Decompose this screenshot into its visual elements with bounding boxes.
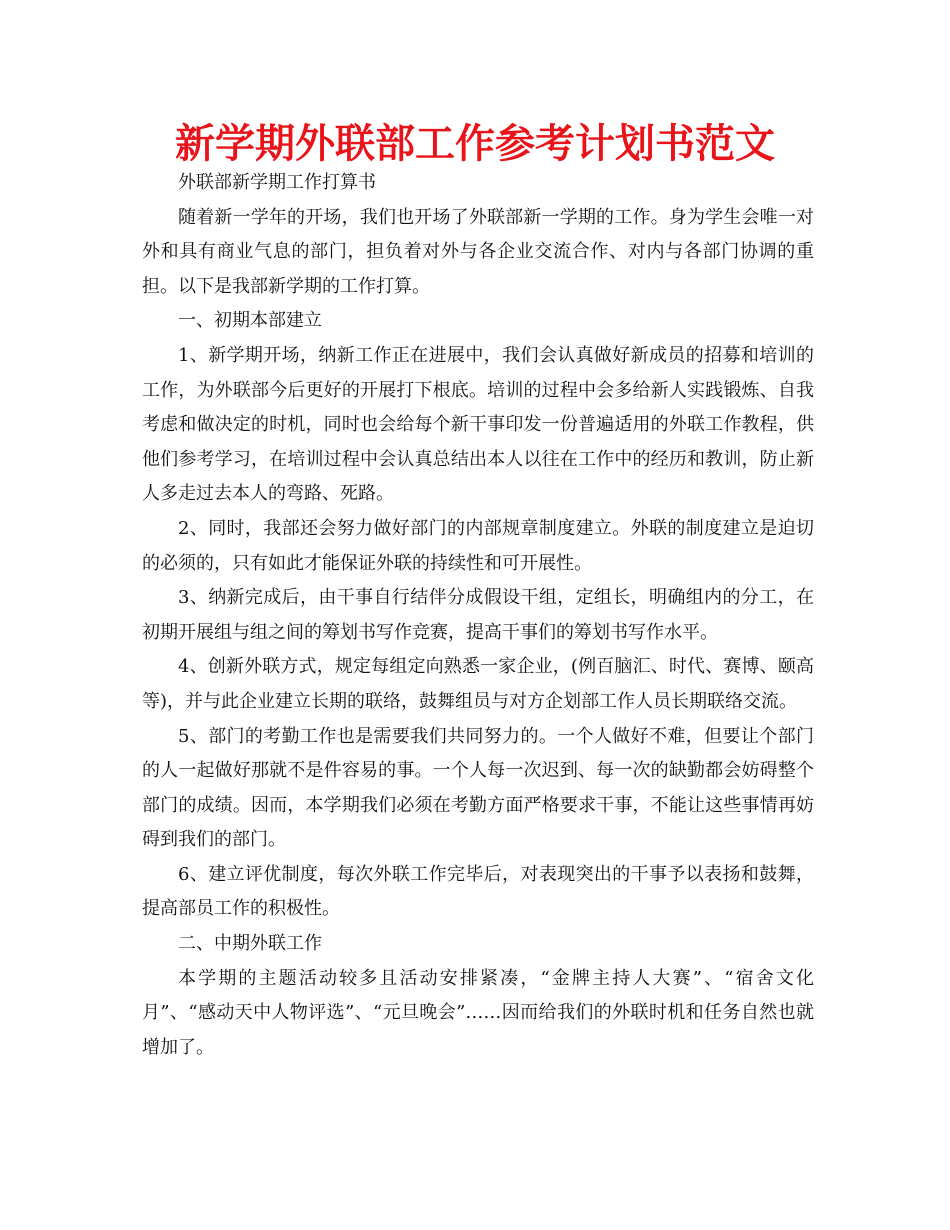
paragraph-midterm: 本学期的主题活动较多且活动安排紧凑，“金牌主持人大赛”、“宿舍文化月”、“感动天中人物评选”、“元旦晚会”……因而给我们的外联时机和任务自然也就增加了。: [142, 967, 814, 1058]
paragraph-item-4: 4、创新外联方式，规定每组定向熟悉一家企业，(例百脑汇、时代、赛博、颐高等)，并与此企业建立长期的联络，鼓舞组员与对方企划部工作人员长期联络交流。: [142, 656, 814, 712]
paragraph-item-6: 6、建立评优制度，每次外联工作完毕后，对表现突出的干事予以表扬和鼓舞，提高部员工作的积极性。: [142, 863, 814, 920]
section-heading-1: 一、初期本部建立: [178, 310, 322, 332]
section-heading-2: 二、中期外联工作: [178, 933, 322, 955]
paragraph-intro: 随着新一学年的开场，我们也开场了外联部新一学期的工作。身为学生会唯一对外和具有商业气息的部门，担负着对外与各企业交流合作、对内与各部门协调的重担。以下是我部新学期的工作打算。: [142, 206, 814, 297]
paragraph-subtitle: 外联部新学期工作打算书: [178, 172, 376, 193]
paragraph-item-5: 5、部门的考勤工作也是需要我们共同努力的。一个人做好不难，但要让个部门的人一起做好那就不是件容易的事。一个人每一次迟到、每一次的缺勤都会妨碍整个部门的成绩。因而，本学期我们必须在考勤方面严格要求干事，不能让这些事情再妨碍到我们的部门。: [142, 725, 814, 851]
paragraph-item-1: 1、新学期开场，纳新工作正在进展中，我们会认真做好新成员的招募和培训的工作，为外联部今后更好的开展打下根底。培训的过程中会多给新人实践锻炼、自我考虑和做决定的时机，同时也会给每个新干事印发一份普遍适用的外联工作教程，供他们参考学习，在培训过程中会认真总结出本人以往在工作中的经历和教训，防止新人多走过去本人的弯路、死路。: [142, 344, 814, 505]
document-title: 新学期外联部工作参考计划书范文: [175, 120, 775, 167]
paragraph-item-2: 2、同时，我部还会努力做好部门的内部规章制度建立。外联的制度建立是迫切的必须的，只有如此才能保证外联的持续性和可开展性。: [142, 517, 814, 574]
document-body: [142, 166, 814, 1065]
paragraph-item-3: 3、纳新完成后，由干事自行结伴分成假设干组，定组长，明确组内的分工，在初期开展组与组之间的筹划书写作竞赛，提高干事们的筹划书写作水平。: [142, 587, 814, 643]
